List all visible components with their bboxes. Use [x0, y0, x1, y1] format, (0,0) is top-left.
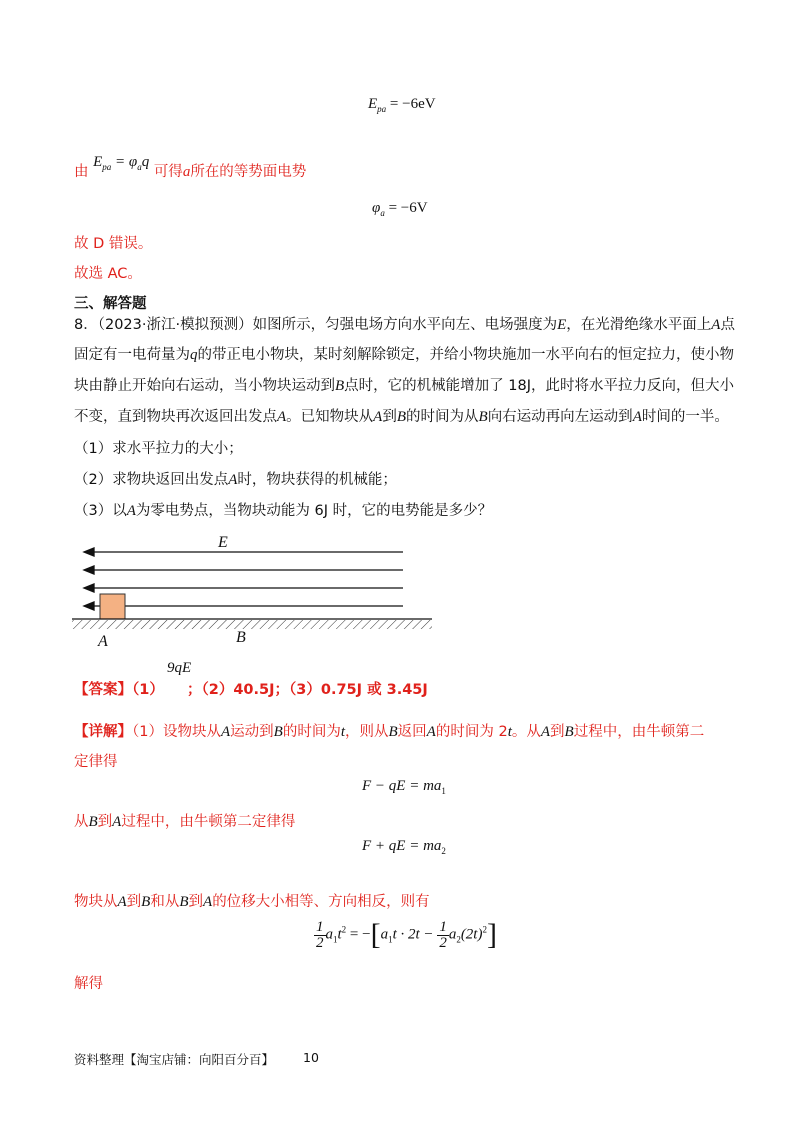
eq3-in3: a: [448, 926, 457, 943]
phi-rhs: = −6V: [388, 200, 428, 216]
derive-line: [74, 154, 307, 182]
label-E: E: [218, 534, 228, 551]
eq3-frac-num: 1: [316, 918, 324, 935]
arrow-left-icon: [84, 566, 94, 574]
p4e: 向右运动再向左运动到: [487, 409, 633, 425]
d1d: ，则从: [345, 724, 389, 740]
detail-line-4: [74, 890, 430, 911]
eq-sub: pa: [377, 104, 387, 114]
answer-frac-num: 9qE: [167, 660, 192, 676]
d4e: 的位移大小相等、方向相反，则有: [212, 894, 430, 910]
df-mid: = φ: [115, 154, 138, 170]
phi-lhs: φ: [372, 200, 381, 216]
field-figure: [70, 530, 440, 650]
d4B2: B: [179, 894, 189, 910]
df-sub: pa: [102, 162, 112, 172]
eq3-frac-den: 2: [316, 934, 324, 951]
d1B: B: [273, 724, 283, 740]
ground-hatch: [72, 620, 432, 629]
eq2-text: F + qE = ma: [362, 838, 442, 854]
df-tail: q: [141, 154, 150, 170]
d3c: 过程中，由牛顿第二定律得: [121, 814, 296, 830]
d1A3: A: [540, 724, 551, 740]
eq2-sub: 2: [441, 846, 446, 856]
derive-suffix-2: 所在的等势面电势: [190, 164, 307, 180]
d1b: 运动到: [230, 724, 274, 740]
d1t: t: [340, 724, 345, 740]
p4c: 到: [382, 409, 397, 425]
eq3-in3sub: 2: [456, 934, 461, 945]
p4A2: A: [373, 409, 383, 425]
q2b: 时，物块获得的机械能；: [237, 472, 397, 488]
question-3: [74, 499, 492, 520]
line-d-wrong: 故 D 错误。: [74, 236, 153, 252]
phi-sub: a: [380, 208, 385, 218]
arrow-left-icon: [84, 548, 94, 556]
equation-phi: [372, 200, 428, 218]
question-2: [74, 468, 397, 489]
d1A2: A: [426, 724, 436, 740]
eq3-in4sup: 2: [482, 924, 487, 935]
answer-sep: ；: [187, 682, 202, 698]
p4B: B: [396, 409, 407, 425]
p4A: A: [277, 409, 287, 425]
d1c: 的时间为: [282, 724, 341, 740]
d3b: 到: [97, 814, 113, 830]
detail-line-1: [74, 720, 704, 741]
p4d: 的时间为从: [406, 409, 479, 425]
eq3-frac-1: [314, 920, 326, 951]
p3a: 块由静止开始向右运动，当小物块运动到: [74, 378, 335, 394]
problem-line-1: [74, 313, 735, 334]
eq-var: E: [368, 96, 378, 112]
d4a: 物块从: [74, 894, 118, 910]
p4f: 时间的一半。: [641, 409, 729, 425]
eq3-in4: (2t): [460, 926, 483, 943]
p3B: B: [335, 378, 345, 394]
p2b: 的带正电小物块，某时刻解除锁定，并给小物块施加一水平向右的恒定拉力，使小物: [197, 347, 734, 363]
eq3-in1sub: 1: [388, 934, 393, 945]
d4B: B: [141, 894, 151, 910]
eq3-frac2-den: 2: [439, 934, 447, 951]
derive-var: a: [182, 164, 191, 180]
d1t2: t: [507, 724, 512, 740]
p1A: A: [711, 317, 721, 333]
problem-line-2: [74, 343, 734, 364]
df-lhs: E: [93, 154, 103, 170]
p4a: 不变，直到物块再次返回出发点: [74, 409, 277, 425]
arrow-left-icon: [84, 602, 94, 610]
p1b: ，在光滑绝缘水平面上: [566, 317, 712, 333]
p4A3: A: [632, 409, 642, 425]
eq3-t: t: [337, 926, 342, 943]
problem-line-4: [74, 405, 729, 426]
problem-line-3: [74, 374, 734, 395]
arrow-left-icon: [84, 584, 94, 592]
answer-rest-text: （2）40.5J；（3）0.75J 或 3.45J: [201, 682, 428, 698]
q2a: （2）求物块返回出发点: [74, 472, 229, 488]
q3b: 为零电势点，当物块动能为 6J 时，它的电势能是多少？: [135, 503, 493, 519]
eq3-in2: t · 2t −: [392, 926, 434, 943]
field-lines: [84, 548, 403, 610]
page-number: 10: [303, 1050, 319, 1065]
d4A2: A: [203, 894, 213, 910]
d1A: A: [220, 724, 231, 740]
p4B2: B: [478, 409, 488, 425]
d3A: A: [112, 814, 122, 830]
block: [100, 594, 125, 619]
eq3-sub1: 1: [333, 934, 338, 945]
derive-prefix: 由: [74, 164, 89, 180]
answer-tag: 【答案】: [74, 682, 132, 698]
d4b: 到: [126, 894, 142, 910]
d4A: A: [117, 894, 127, 910]
derive-formula: [93, 154, 149, 170]
d1i: 过程中，由牛顿第二: [573, 724, 705, 740]
eq3-eq: = −: [349, 926, 371, 943]
label-B: B: [236, 629, 246, 646]
footer-source: 资料整理【淘宝店铺：向阳百分百】: [74, 1052, 275, 1067]
eq-rhs: = −6eV: [389, 96, 436, 112]
eq3-a: a: [325, 926, 333, 943]
d4d: 到: [188, 894, 204, 910]
eq1-text: F − qE = ma: [362, 778, 442, 794]
d3a: 从: [74, 814, 89, 830]
p1a: 8．（2023·浙江·模拟预测）如图所示，匀强电场方向水平向左、电场强度为: [74, 317, 558, 333]
q3a: （3）以: [74, 503, 127, 519]
d1e: 返回: [397, 724, 427, 740]
detail-tag: 【详解】: [74, 724, 132, 740]
eq3-frac-2: [437, 920, 449, 951]
bracket-left: [: [370, 918, 381, 951]
derive-suffix-1: 可得: [153, 164, 183, 180]
d4c: 和从: [150, 894, 180, 910]
equation-2: [362, 838, 446, 856]
detail-line-3: [74, 810, 295, 831]
d1f: 的时间为 2: [435, 724, 508, 740]
section-title: 三、解答题: [74, 296, 147, 312]
detail-line-2: 定律得: [74, 754, 118, 770]
answer-line: [74, 678, 164, 699]
answer-rest: [187, 678, 428, 699]
p1E: E: [557, 317, 567, 333]
d1B2: B: [388, 724, 398, 740]
detail-line-5: 解得: [74, 976, 103, 992]
d3B: B: [88, 814, 98, 830]
bracket-right: ]: [486, 918, 497, 951]
d1B3: B: [564, 724, 574, 740]
equation-epa: [368, 96, 436, 114]
p2a: 固定有一电荷量为: [74, 347, 190, 363]
p1c: 点: [720, 317, 735, 333]
d1g: 。从: [511, 724, 541, 740]
q2A: A: [228, 472, 238, 488]
p2q: q: [190, 347, 198, 363]
equation-3: [314, 918, 497, 952]
line-choose: 故选 AC。: [74, 266, 142, 282]
label-A: A: [98, 633, 108, 650]
equation-1: [362, 778, 446, 796]
eq3-frac2-num: 1: [439, 918, 447, 935]
question-1: （1）求水平拉力的大小；: [74, 441, 243, 457]
df-sub2: a: [137, 162, 142, 172]
p4b: 。已知物块从: [286, 409, 374, 425]
p3b: 点时，它的机械能增加了 18J，此时将水平拉力反向，但大小: [344, 378, 735, 394]
d1a: （1）设物块从: [132, 724, 221, 740]
eq3-in1: a: [380, 926, 389, 943]
d1h: 到: [550, 724, 565, 740]
answer-p1: （1）: [132, 682, 164, 698]
eq3-sup: 2: [341, 924, 347, 935]
q3A: A: [126, 503, 136, 519]
eq1-sub: 1: [441, 786, 446, 796]
